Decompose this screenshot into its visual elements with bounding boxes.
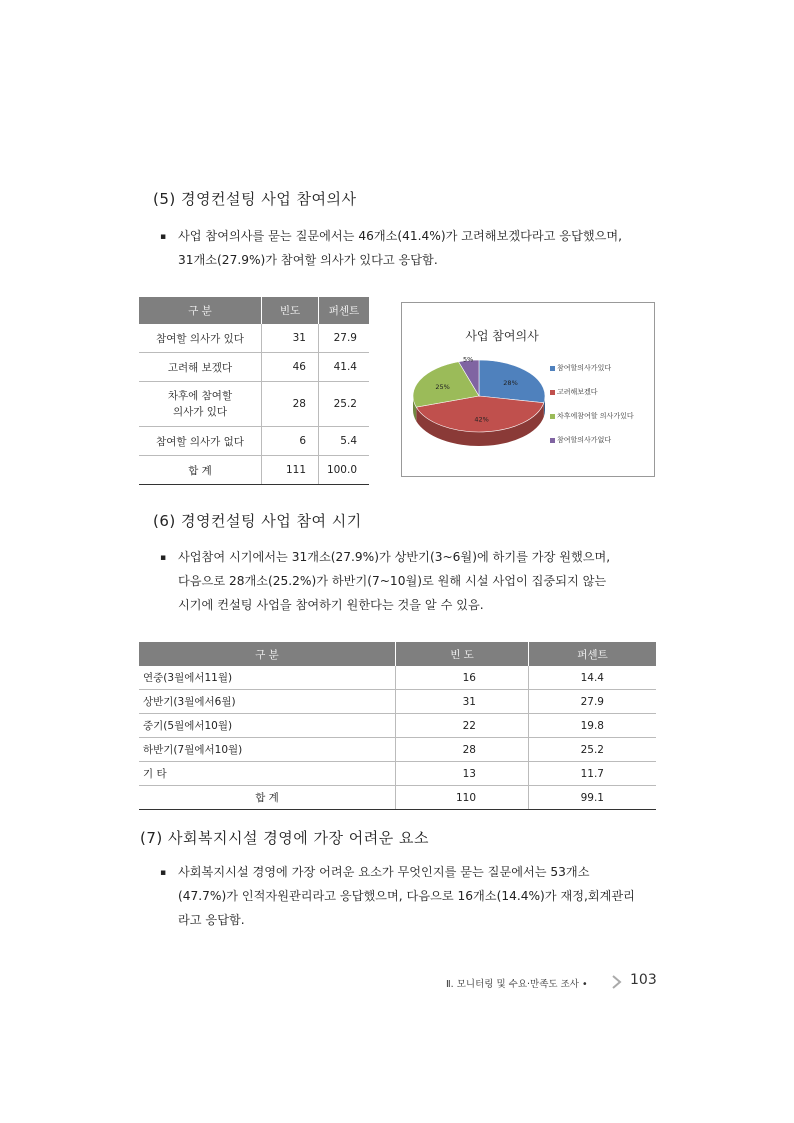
legend-entry [550,411,634,421]
row-freq: 31 [262,324,319,353]
chevron-right-icon [612,974,622,988]
section-5-paragraph [178,224,668,272]
section-5-line-2: 31개소(27.9%)가 참여할 의사가 있다고 응답함. [178,253,438,267]
row-freq: 46 [262,353,319,382]
row-label: 참여할 의사가 있다 [139,324,262,353]
row-label [139,382,262,427]
row-pct: 25.2 [529,738,657,762]
row-pct: 99.1 [529,786,657,810]
row-label-line-1: 차후에 참여할 [167,390,233,402]
legend-entry [550,435,611,445]
section-6-line-2: 다음으로 28개소(25.2%)가 하반기(7~10월)로 원해 시설 사업이 집중되지 않는 [178,574,607,588]
row-pct: 27.9 [529,690,657,714]
row-freq: 22 [396,714,529,738]
row-label: 상반기(3월에서6월) [139,690,396,714]
row-label: 기 타 [139,762,396,786]
row-label: 고려해 보겠다 [139,353,262,382]
row-freq: 111 [262,456,319,485]
section-7-line-1: 사회복지시설 경영에 가장 어려운 요소가 무엇인지를 묻는 질문에서는 53개소 [178,865,590,879]
table-row [139,762,656,786]
bullet-icon: ▪ [160,232,167,242]
section-6-paragraph [178,545,668,617]
legend-entry [550,387,598,397]
row-label: 연중(3월에서11월) [139,666,396,690]
table-row [139,427,369,456]
row-pct: 5.4 [319,427,370,456]
section-6-line-1: 사업참여 시기에서는 31개소(27.9%)가 상반기(3~6월)에 하기를 가장 원했으며, [178,550,611,564]
row-label: 합 계 [139,786,396,810]
section-7-line-3: 라고 응답함. [178,913,245,927]
row-pct: 41.4 [319,353,370,382]
row-label: 하반기(7월에서10월) [139,738,396,762]
table-header: 빈도 [262,297,319,324]
row-freq: 28 [262,382,319,427]
table-header: 퍼센트 [319,297,370,324]
page-number: 103 [630,972,657,988]
row-label-line-2: 의사가 있다 [172,406,228,418]
section-6-line-3: 시기에 컨설팅 사업을 참여하기 원한다는 것을 알 수 있음. [178,598,484,612]
legend-swatch [550,390,555,395]
row-freq: 13 [396,762,529,786]
legend-swatch [550,438,555,443]
table-header: 퍼센트 [529,642,657,666]
footer-chapter: Ⅱ. 모니터링 및 수요·만족도 조사 • [446,979,588,990]
legend-entry [550,363,611,373]
row-pct: 100.0 [319,456,370,485]
pie-svg [402,303,654,476]
row-label: 중기(5월에서10월) [139,714,396,738]
pie-data-label: 25% [435,382,450,391]
pie-data-label: 42% [474,415,489,424]
legend-swatch [550,414,555,419]
section-5-heading: (5) 경영컨설팅 사업 참여의사 [153,190,357,208]
row-freq: 31 [396,690,529,714]
pie-data-label: 28% [503,378,518,387]
legend-label: 고려해보겠다 [557,388,598,396]
table-row [139,714,656,738]
row-pct: 27.9 [319,324,370,353]
pie-data-label: 5% [463,355,474,364]
table-row-total [139,456,369,485]
row-freq: 16 [396,666,529,690]
section-7-heading: (7) 사회복지시설 경영에 가장 어려운 요소 [140,829,429,847]
bullet-icon: ▪ [160,553,167,563]
row-label: 참여할 의사가 없다 [139,427,262,456]
section-5-line-1: 사업 참여의사를 묻는 질문에서는 46개소(41.4%)가 고려해보겠다라고 응답했으며, [178,229,623,243]
section-7-paragraph [178,860,668,932]
row-pct: 25.2 [319,382,370,427]
table-row [139,353,369,382]
table-header: 빈 도 [396,642,529,666]
row-freq: 110 [396,786,529,810]
table-row [139,738,656,762]
table-header: 구 분 [139,642,396,666]
row-freq: 6 [262,427,319,456]
table-row [139,324,369,353]
row-freq: 28 [396,738,529,762]
row-pct: 11.7 [529,762,657,786]
table-row [139,690,656,714]
row-pct: 14.4 [529,666,657,690]
table-row [139,666,656,690]
row-pct: 19.8 [529,714,657,738]
participation-pie-chart [401,302,655,477]
legend-label: 참여할의사가있다 [557,364,612,372]
section-6-heading: (6) 경영컨설팅 사업 참여 시기 [153,512,362,530]
bullet-icon: ▪ [160,868,167,878]
participation-timing-table [139,642,656,810]
chart-title: 사업 참여의사 [465,329,539,343]
table-row-total [139,786,656,810]
table-header: 구 분 [139,297,262,324]
section-7-line-2: (47.7%)가 인적자원관리라고 응답했으며, 다음으로 16개소(14.4%)가 재정,회계관리 [178,889,635,903]
legend-swatch [550,366,555,371]
row-label: 합 계 [139,456,262,485]
legend-label: 참여할의사가없다 [557,436,612,444]
participation-intent-table [139,297,369,485]
table-row [139,382,369,427]
legend-label: 차후에참여할 의사가있다 [557,412,634,420]
